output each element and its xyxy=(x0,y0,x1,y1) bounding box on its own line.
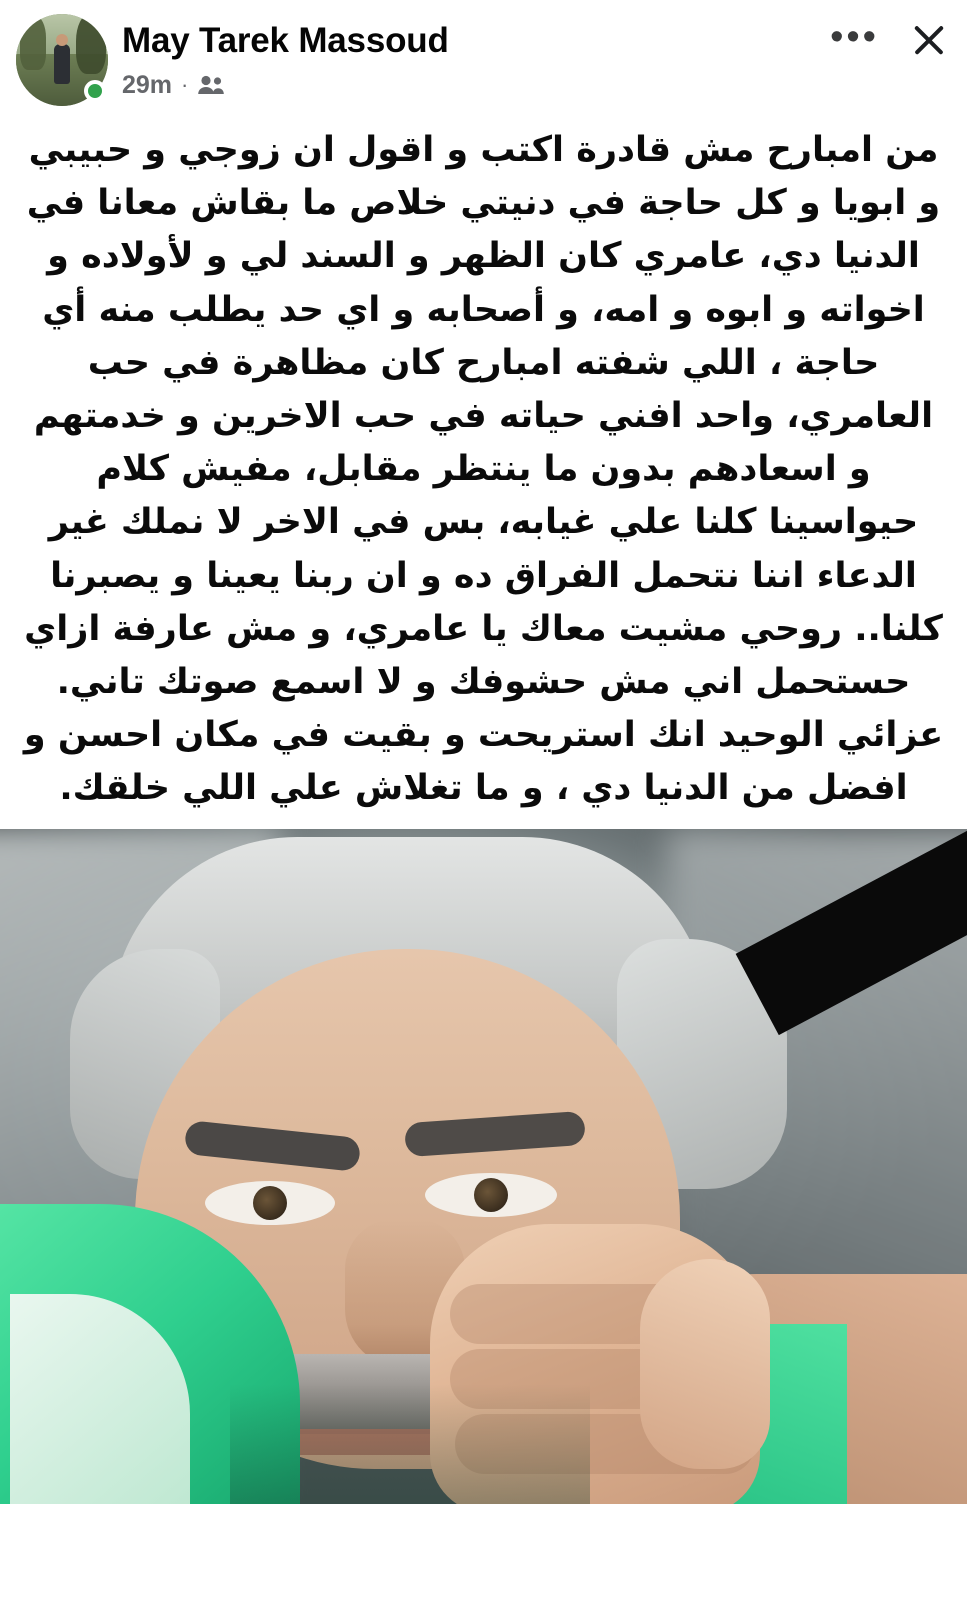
more-options-icon[interactable]: ••• xyxy=(830,16,879,58)
meta-separator: · xyxy=(181,72,189,97)
post-meta-row xyxy=(122,71,826,100)
friends-icon[interactable] xyxy=(197,74,225,96)
post-photo[interactable] xyxy=(0,829,967,1504)
online-status-indicator xyxy=(84,80,106,102)
avatar-tree-left xyxy=(20,16,46,70)
avatar-tree-right xyxy=(76,14,106,74)
avatar[interactable] xyxy=(16,14,108,106)
portrait-iris-right xyxy=(474,1178,508,1212)
post-header xyxy=(0,0,967,118)
post-timestamp[interactable]: 29m xyxy=(122,70,173,99)
portrait-shoulder-shadow xyxy=(230,1384,590,1504)
avatar-person-head xyxy=(56,34,68,46)
header-actions xyxy=(826,14,949,63)
post-body xyxy=(0,118,967,829)
close-icon[interactable] xyxy=(909,20,949,60)
avatar-person-body xyxy=(54,44,70,84)
portrait-iris-left xyxy=(253,1186,287,1220)
poster-name[interactable]: May Tarek Massoud xyxy=(122,21,449,60)
header-text-block xyxy=(122,14,826,100)
post-text: من امبارح مش قادرة اكتب و اقول ان زوجي و حبيبي و ابويا و كل حاجة في دنيتي خلاص ما بقاش معانا في الدنيا دي، عامري كان الظهر و السند لي و لأولاده و اخواته و ابوه و امه، و أصحابه و اي حد يطلب منه أي حاجة ، اللي شفته امبارح كان مظاهرة في حب العامري، واحد افني حياته في حب الاخرين و خدمتهم و اسعادهم بدون ما ينتظر مقابل، مفيش كلام حيواسينا كلنا علي غيابه، بس في الاخر لا نملك غير الدعاء اننا نتحمل الفراق ده و ان ربنا يعينا و يصبرنا كلنا.. روحي مشيت معاك يا عامري، و مش عارفة ازاي حستحمل اني مش حشوفك و لا اسمع صوتك تاني. عزائي الوحيد انك استريحت و بقيت في مكان احسن و افضل من الدنيا دي ، و ما تغلاش علي اللي خلقك. xyxy=(11,130,944,809)
portrait-thumb xyxy=(640,1259,770,1469)
